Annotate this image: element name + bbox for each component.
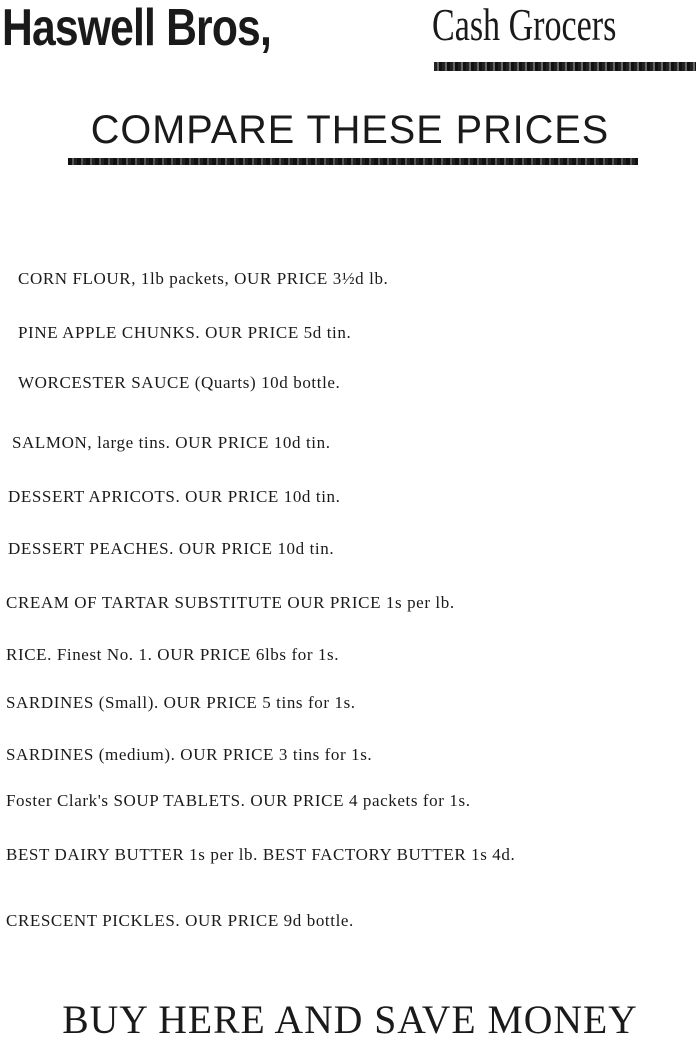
store-name: Haswell Bros,: [2, 0, 271, 57]
price-list-item: WORCESTER SAUCE (Quarts) 10d bottle.: [18, 373, 341, 392]
price-list-item: SARDINES (Small). OUR PRICE 5 tins for 1s.: [6, 693, 356, 712]
price-list-item: CORN FLOUR, 1lb packets, OUR PRICE 3½d lb.: [18, 269, 389, 288]
price-list-item: PINE APPLE CHUNKS. OUR PRICE 5d tin.: [18, 323, 352, 342]
price-list-item: DESSERT APRICOTS. OUR PRICE 10d tin.: [8, 487, 341, 506]
store-tagline: Cash Grocers: [432, 0, 617, 50]
headline: COMPARE THESE PRICES: [90, 108, 610, 152]
price-list-item: BEST DAIRY BUTTER 1s per lb. BEST FACTORY BUTTER 1s 4d.: [6, 845, 516, 864]
price-list-item: Foster Clark's SOUP TABLETS. OUR PRICE 4 packets for 1s.: [6, 791, 471, 810]
tagline-underline: [434, 62, 696, 71]
price-list-item: SARDINES (medium). OUR PRICE 3 tins for 1s.: [6, 745, 373, 764]
price-list-item: CREAM OF TARTAR SUBSTITUTE OUR PRICE 1s per lb.: [6, 593, 455, 612]
price-list-item: CRESCENT PICKLES. OUR PRICE 9d bottle.: [6, 911, 354, 930]
price-list-item: SALMON, large tins. OUR PRICE 10d tin.: [12, 433, 331, 452]
footer-slogan: BUY HERE AND SAVE MONEY: [62, 997, 638, 1042]
price-list-item: DESSERT PEACHES. OUR PRICE 10d tin.: [8, 539, 335, 558]
price-list-item: RICE. Finest No. 1. OUR PRICE 6lbs for 1s.: [6, 645, 340, 664]
headline-underline: [68, 158, 638, 165]
